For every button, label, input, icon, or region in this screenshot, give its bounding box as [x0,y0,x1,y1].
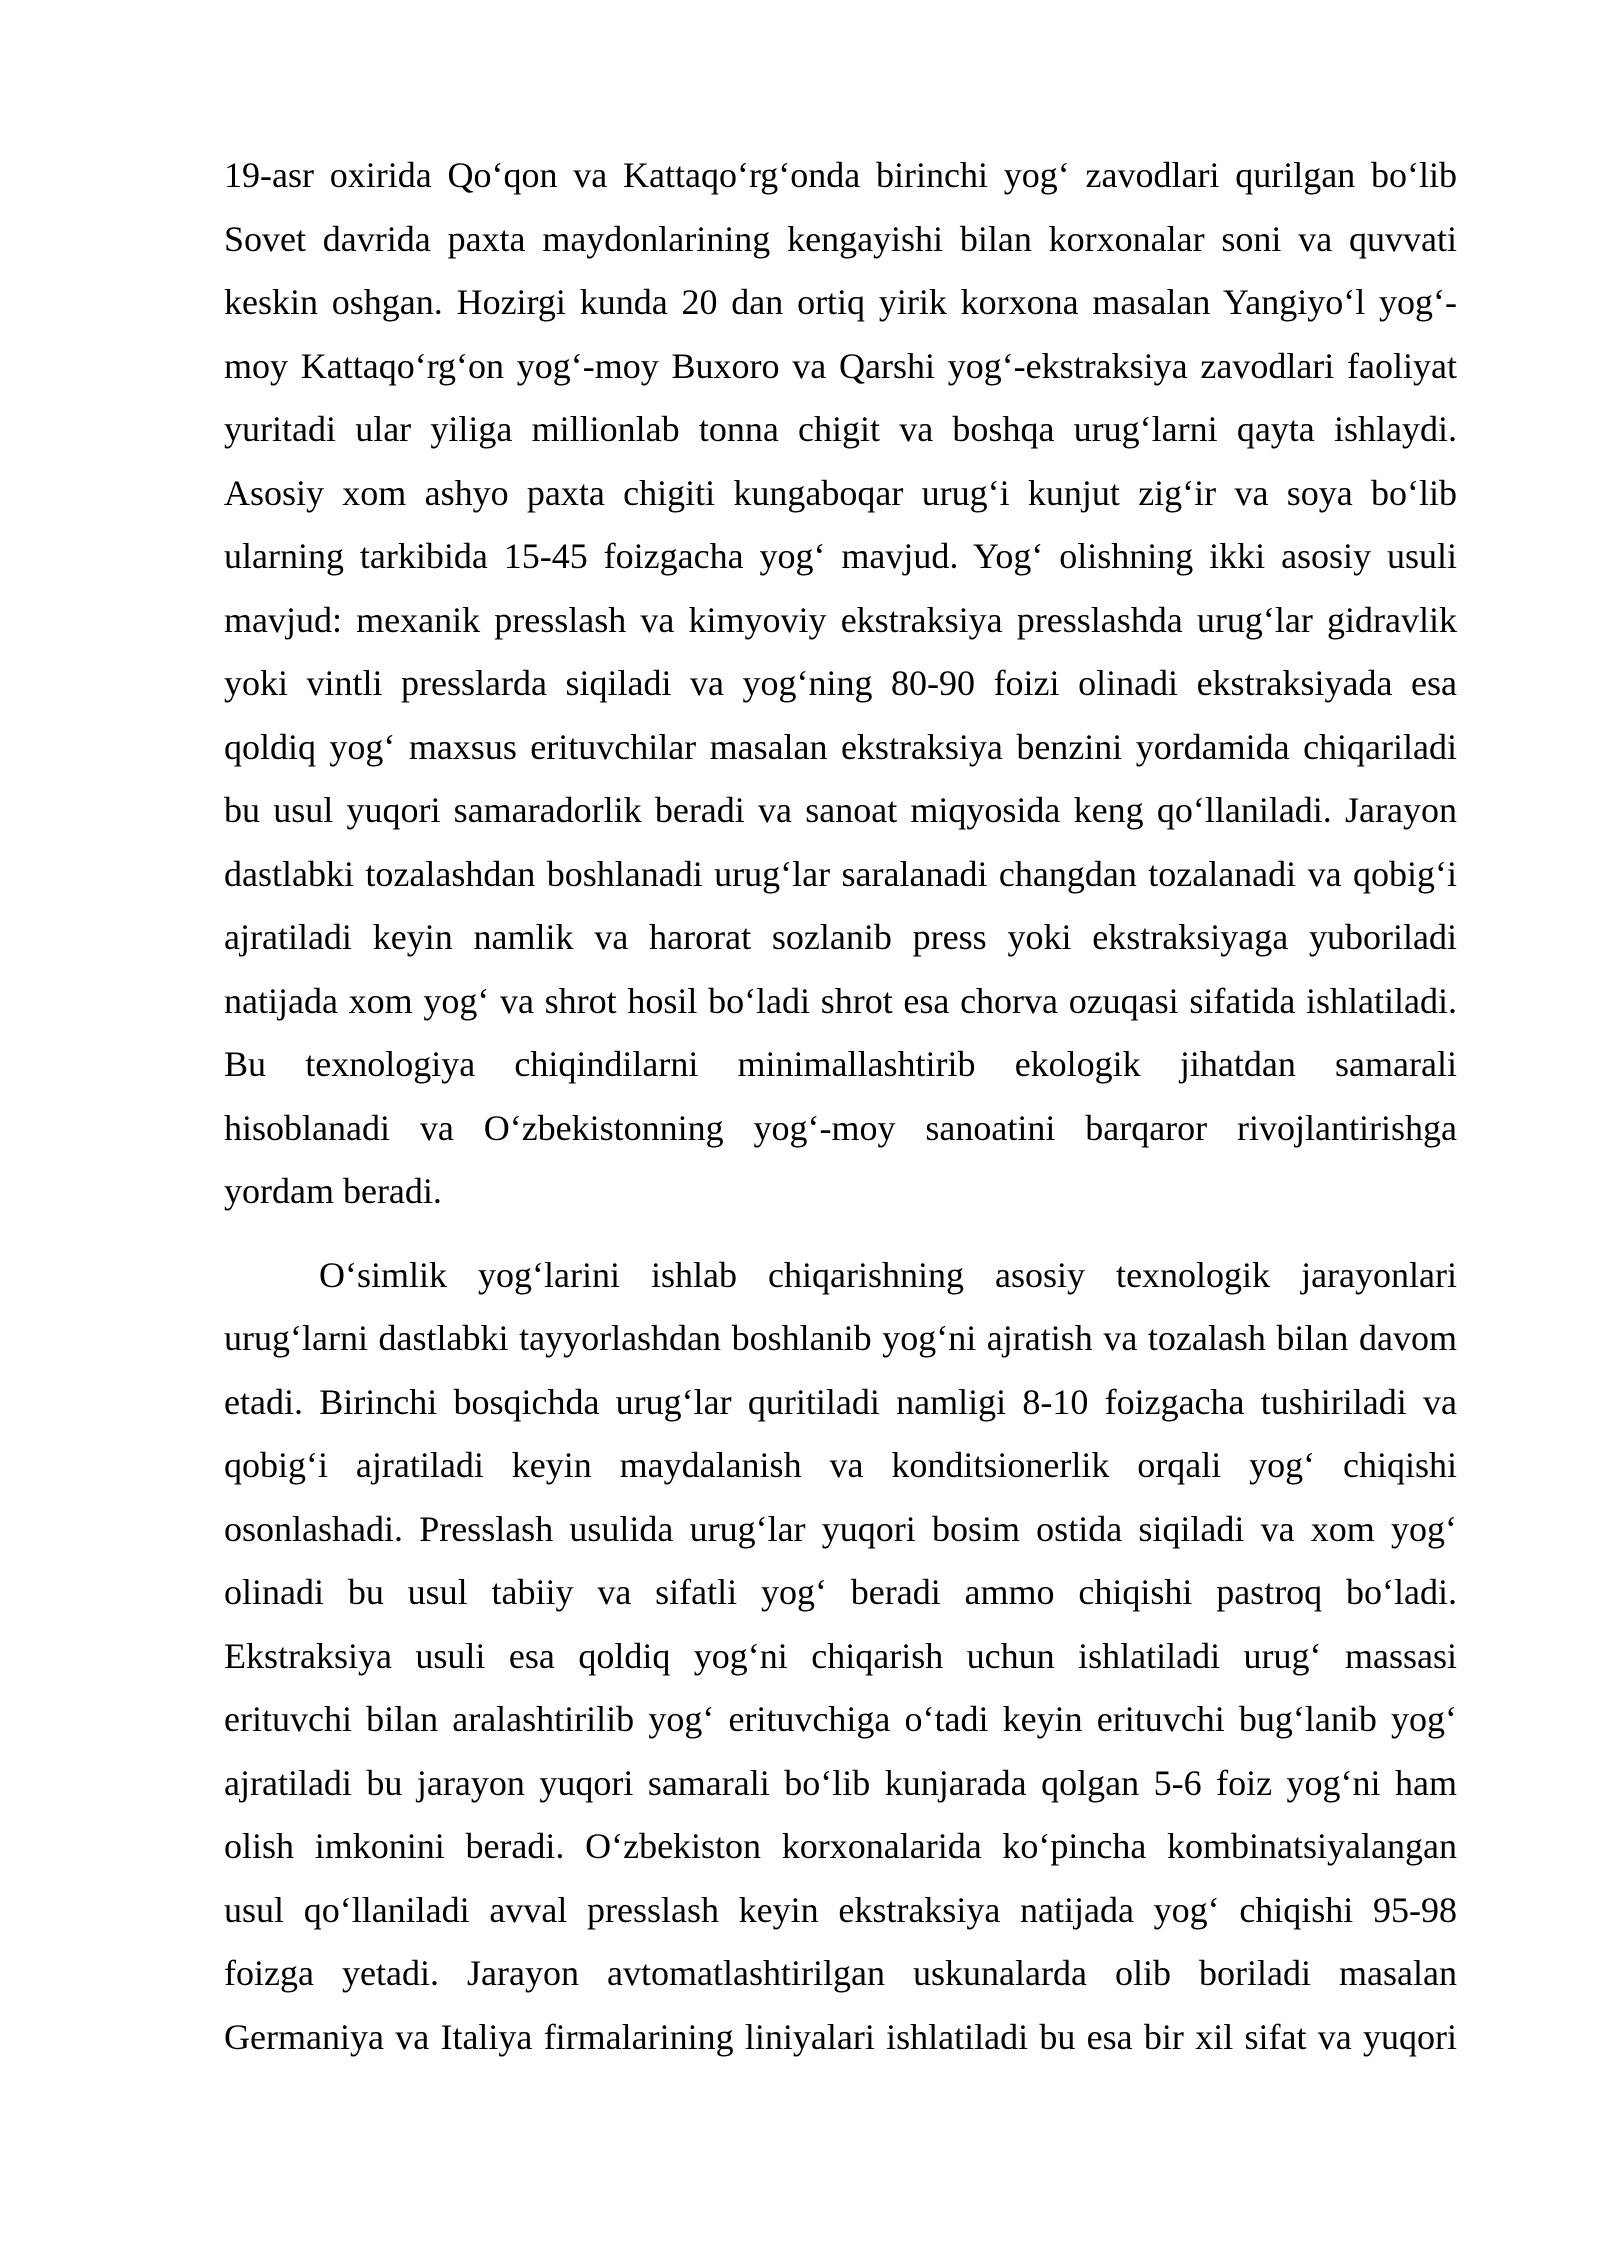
text-line: foizga yetadi. Jarayon avtomatlashtirilgan uskunalarda olib boriladi masalan [224,1953,1457,1993]
text-line: O‘simlik yog‘larini ishlab chiqarishning asosiy texnologik jarayonlari [319,1254,1457,1295]
text-line: Asosiy xom ashyo paxta chigiti kungaboqar urug‘i kunjut zig‘ir va soya bo‘lib [224,472,1457,513]
text-line: hisoblanadi va O‘zbekistonning yog‘-moy sanoatini barqaror rivojlantirishga [224,1107,1457,1148]
text-line: erituvchi bilan aralashtirilib yog‘ erituvchiga o‘tadi keyin erituvchi bug‘lanib yog‘ [224,1699,1457,1739]
text-line: Germaniya va Italiya firmalarining liniyalari ishlatiladi bu esa bir xil sifat va yuqori [224,2016,1457,2057]
text-line: yordam beradi. [224,1171,442,1211]
text-line: qobig‘i ajratiladi keyin maydalanish va konditsionerlik orqali yog‘ chiqishi [224,1445,1457,1485]
text-line: bu usul yuqori samaradorlik beradi va sanoat miqyosida keng qo‘llaniladi. Jarayon [224,790,1457,830]
text-line: olinadi bu usul tabiiy va sifatli yog‘ beradi ammo chiqishi pastroq bo‘ladi. [224,1572,1457,1612]
text-line: olish imkonini beradi. O‘zbekiston korxonalarida ko‘pincha kombinatsiyalangan [224,1826,1457,1866]
paragraph-1 [224,144,1457,1224]
text-line: ularning tarkibida 15-45 foizgacha yog‘ mavjud. Yog‘ olishning ikki asosiy usuli [224,536,1457,576]
text-line: yoki vintli presslarda siqiladi va yog‘ning 80-90 foizi olinadi ekstraksiyada esa [224,663,1457,703]
text-line: Ekstraksiya usuli esa qoldiq yog‘ni chiqarish uchun ishlatiladi urug‘ massasi [224,1635,1457,1676]
text-line: keskin oshgan. Hozirgi kunda 20 dan ortiq yirik korxona masalan Yangiyo‘l yog‘- [224,282,1457,322]
text-column [224,144,1457,2069]
text-line: moy Kattaqo‘rg‘on yog‘-moy Buxoro va Qarshi yog‘-ekstraksiya zavodlari faoliyat [224,345,1457,386]
text-line: dastlabki tozalashdan boshlanadi urug‘lar saralanadi changdan tozalanadi va qobig‘i [224,853,1457,894]
text-line: natijada xom yog‘ va shrot hosil bo‘ladi shrot esa chorva ozuqasi sifatida ishlatiladi. [224,980,1457,1021]
text-line: 19-asr oxirida Qo‘qon va Kattaqo‘rg‘onda birinchi yog‘ zavodlari qurilgan bo‘lib [224,155,1457,195]
text-line: Bu texnologiya chiqindilarni minimallashtirib ekologik jihatdan samarali [224,1044,1457,1084]
paragraph-2 [224,1244,1457,2070]
text-line: yuritadi ular yiliga millionlab tonna chigit va boshqa urug‘larni qayta ishlaydi. [224,409,1457,449]
text-line: qoldiq yog‘ maxsus erituvchilar masalan ekstraksiya benzini yordamida chiqariladi [224,726,1457,767]
text-line: osonlashadi. Presslash usulida urug‘lar yuqori bosim ostida siqiladi va xom yog‘ [224,1508,1457,1549]
text-line: urug‘larni dastlabki tayyorlashdan boshlanib yog‘ni ajratish va tozalash bilan davom [224,1318,1457,1358]
text-line: ajratiladi bu jarayon yuqori samarali bo‘lib kunjarada qolgan 5-6 foiz yog‘ni ham [224,1762,1457,1803]
text-line: ajratiladi keyin namlik va harorat sozlanib press yoki ekstraksiyaga yuboriladi [224,917,1457,957]
text-line: usul qo‘llaniladi avval presslash keyin ekstraksiya natijada yog‘ chiqishi 95-98 [224,1889,1457,1930]
text-line: Sovet davrida paxta maydonlarining kengayishi bilan korxonalar soni va quvvati [224,218,1457,259]
text-line: mavjud: mexanik presslash va kimyoviy ekstraksiya presslashda urug‘lar gidravlik [224,599,1457,640]
text-line: etadi. Birinchi bosqichda urug‘lar quritiladi namligi 8-10 foizgacha tushiriladi va [224,1381,1457,1422]
